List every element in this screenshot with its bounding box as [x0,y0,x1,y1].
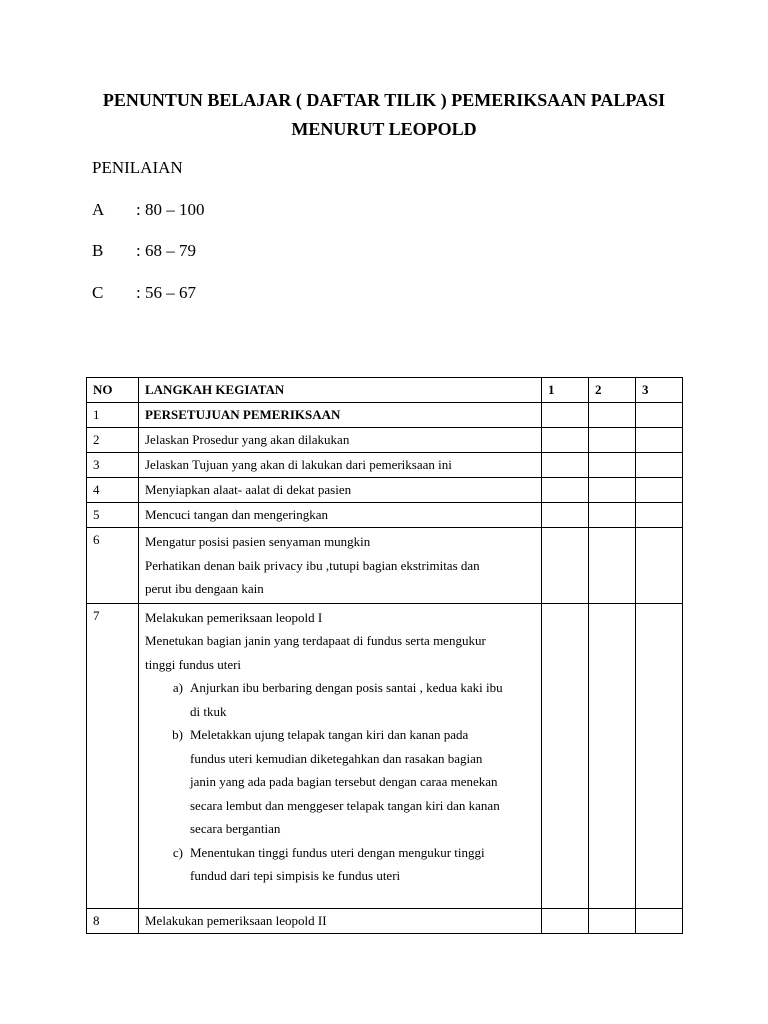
sub-step-label: a) [172,680,183,695]
step-line: perut ibu dengaan kain [145,581,264,596]
sub-step-line: Menentukan tinggi fundus uteri dengan mengukur tinggi [190,844,485,860]
row-step: Jelaskan Tujuan yang akan di lakukan dari pemeriksaan ini [139,453,542,478]
step-line: Mengatur posisi pasien senyaman mungkin [145,534,371,549]
row-step: PERSETUJUAN PEMERIKSAAN [139,403,542,428]
table-row [87,503,683,528]
score-cell-1 [542,478,589,503]
grade-letter: B [92,241,104,260]
header-step: LANGKAH KEGIATAN [139,378,542,403]
sub-step-line: secara bergantian [190,821,281,836]
sub-step-label: b) [172,727,183,742]
header-score-2: 2 [589,378,636,403]
grade-letter: C [92,283,104,302]
score-cell-3 [636,453,683,478]
score-cell-1 [542,603,589,908]
grade-c [92,283,196,303]
sub-step-line: secara lembut dan menggeser telapak tangan kiri dan kanan [190,797,500,813]
score-cell-2 [589,403,636,428]
table-row [87,403,683,428]
score-cell-1 [542,503,589,528]
row-no: 3 [87,453,139,478]
row-no: 4 [87,478,139,503]
table-row [87,908,683,933]
score-cell-3 [636,603,683,908]
score-cell-1 [542,428,589,453]
sub-step-c [145,841,535,888]
row-no: 6 [87,528,139,604]
row-no: 2 [87,428,139,453]
step-line: Menetukan bagian janin yang terdapaat di fundus serta mengukur [145,633,486,648]
table-row [87,453,683,478]
score-cell-2 [589,528,636,604]
score-cell-3 [636,428,683,453]
score-cell-2 [589,503,636,528]
document-title-line1: PENUNTUN BELAJAR ( DAFTAR TILIK ) PEMERIKSAAN PALPASI [102,90,666,110]
score-cell-1 [542,528,589,604]
checklist-table [86,377,683,934]
header-score-3: 3 [636,378,683,403]
score-cell-2 [589,603,636,908]
score-cell-2 [589,478,636,503]
row-step: Jelaskan Prosedur yang akan dilakukan [139,428,542,453]
grade-range: : 80 – 100 [136,200,205,219]
header-no: NO [87,378,139,403]
score-cell-3 [636,403,683,428]
row-no: 7 [87,603,139,908]
row-no: 1 [87,403,139,428]
table-header-row [87,378,683,403]
score-cell-1 [542,453,589,478]
table-row [87,478,683,503]
score-cell-3 [636,528,683,604]
table-row [87,603,683,908]
penilaian-heading: PENILAIAN [92,158,183,177]
row-no: 5 [87,503,139,528]
row-step [139,528,542,604]
step-line: tinggi fundus uteri [145,656,242,672]
score-cell-1 [542,403,589,428]
sub-step-line: Anjurkan ibu berbaring dengan posis santai , kedua kaki ibu [190,680,503,695]
document-title-line2: MENURUT LEOPOLD [291,119,477,139]
row-step [139,603,542,908]
sub-step-line: fundus uteri kemudian diketegahkan dan rasakan bagian [190,750,483,766]
row-no: 8 [87,908,139,933]
grade-b [92,241,196,261]
grade-range: : 56 – 67 [136,283,196,302]
score-cell-2 [589,908,636,933]
sub-step-line: janin yang ada pada bagian tersebut dengan caraa menekan [190,774,498,789]
sub-step-b [145,723,535,841]
header-score-1: 1 [542,378,589,403]
score-cell-3 [636,908,683,933]
row-step: Melakukan pemeriksaan leopold II [139,908,542,933]
sub-step-label: c) [172,844,183,860]
table-row [87,428,683,453]
row-step: Mencuci tangan dan mengeringkan [139,503,542,528]
grade-letter: A [92,200,105,219]
step-line: Melakukan pemeriksaan leopold I [145,609,323,625]
score-cell-2 [589,453,636,478]
step-line: Perhatikan denan baik privacy ibu ,tutupi bagian ekstrimitas dan [145,557,480,573]
score-cell-2 [589,428,636,453]
score-cell-3 [636,478,683,503]
score-cell-3 [636,503,683,528]
sub-step-line: di tkuk [190,703,227,719]
sub-step-line: fundud dari tepi simpisis ke fundus uteri [190,868,401,883]
table-row [87,528,683,604]
sub-step-line: Meletakkan ujung telapak tangan kiri dan kanan pada [190,727,469,742]
grade-a [92,200,204,220]
sub-step-a [145,676,535,723]
row-step: Menyiapkan alaat- aalat di dekat pasien [139,478,542,503]
grade-range: : 68 – 79 [136,241,196,260]
score-cell-1 [542,908,589,933]
